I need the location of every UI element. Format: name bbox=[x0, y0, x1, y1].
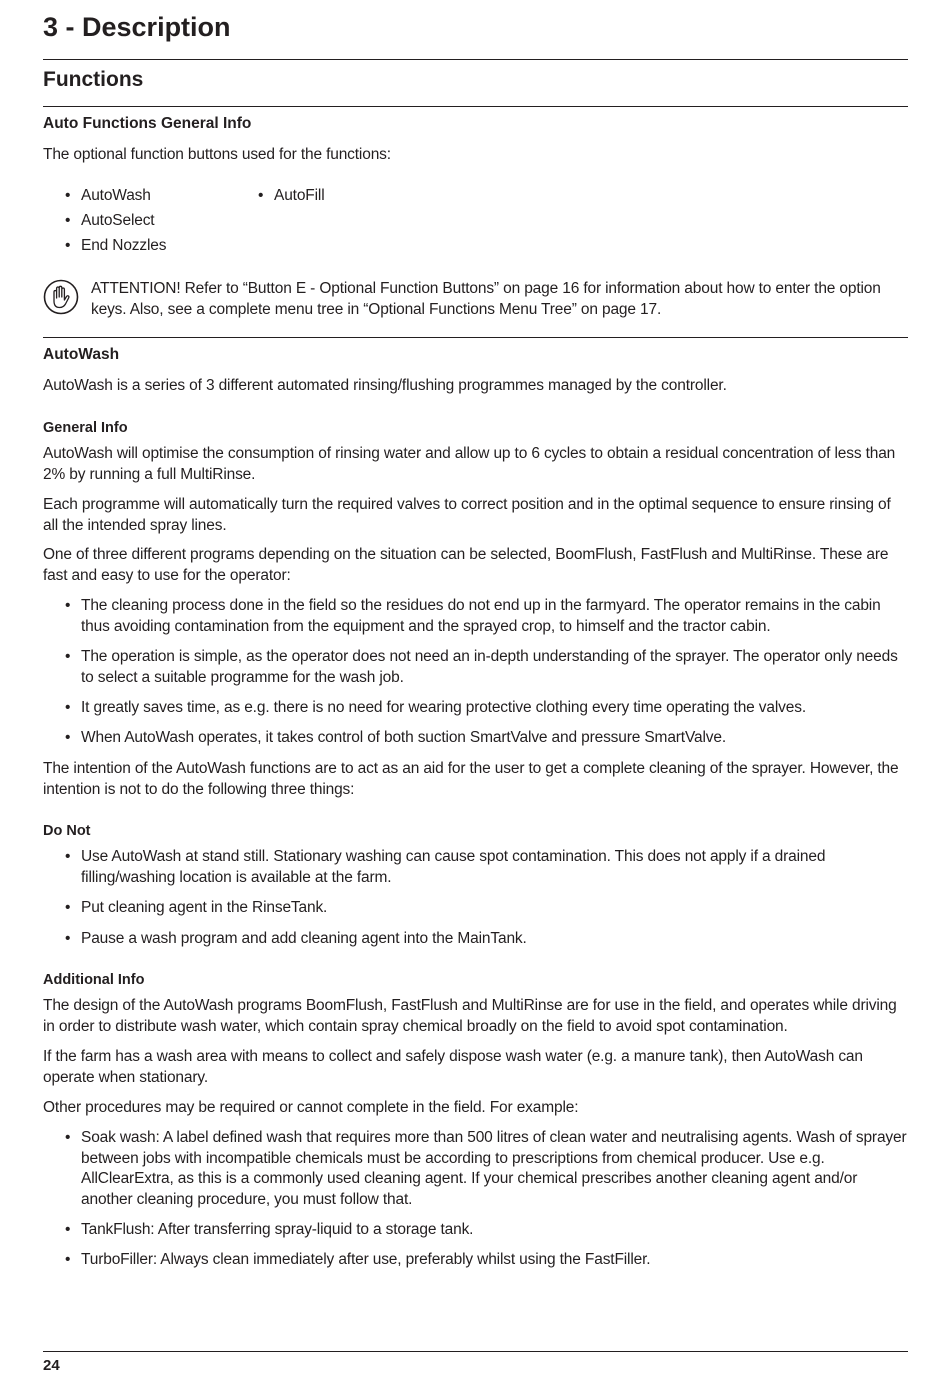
bullet-icon: • bbox=[65, 212, 71, 229]
list-item: • AutoFill bbox=[236, 186, 436, 207]
general-info-heading: General Info bbox=[43, 420, 128, 436]
list-item: • AutoSelect bbox=[43, 211, 243, 232]
paragraph: Each programme will automatically turn the required valves to correct position and in the optimal sequence to ensure rinsing of all the intended spray lines. bbox=[43, 496, 891, 534]
bullet-icon: • bbox=[65, 729, 71, 746]
paragraph: The design of the AutoWash programs BoomFlush, FastFlush and MultiRinse are for use in the field, and operates while driving in order to distribute wash water, which contain spray chemical broadly on the field to avoid spot contamination. bbox=[43, 997, 897, 1035]
bullet-icon: • bbox=[65, 187, 71, 204]
attention-text: ATTENTION! Refer to “Button E - Optional Function Buttons” on page 16 for information about how to enter the option keys. Also, see a complete menu tree in “Optional Functions Menu Tree” on page 17. bbox=[91, 280, 881, 318]
paragraph: AutoWash will optimise the consumption of rinsing water and allow up to 6 cycles to obtain a residual concentration of less than 2% by running a full MultiRinse. bbox=[43, 445, 896, 483]
footer-rule bbox=[43, 1351, 908, 1352]
list-item: • Pause a wash program and add cleaning agent into the MainTank. bbox=[43, 929, 908, 950]
hand-stop-icon bbox=[43, 279, 79, 315]
bullet-icon: • bbox=[258, 187, 264, 204]
bullet-icon: • bbox=[65, 848, 71, 865]
do-not-heading: Do Not bbox=[43, 823, 91, 839]
autowash-heading: AutoWash bbox=[43, 346, 120, 363]
page-number: 24 bbox=[43, 1357, 60, 1374]
list-item: • TankFlush: After transferring spray-liquid to a storage tank. bbox=[43, 1220, 908, 1241]
list-item: • TurboFiller: Always clean immediately after use, preferably whilst using the FastFiller. bbox=[43, 1250, 908, 1271]
bullet-icon: • bbox=[65, 930, 71, 947]
paragraph: One of three different programs depending on the situation can be selected, BoomFlush, FastFlush and MultiRinse. These are fast and easy to use for the operator: bbox=[43, 546, 889, 584]
bullet-icon: • bbox=[65, 1129, 71, 1146]
auto-functions-intro: The optional function buttons used for the functions: bbox=[43, 146, 391, 163]
list-item: • Soak wash: A label defined wash that requires more than 500 litres of clean water and neutralising agents. Wash of sprayer between jobs with incompatible chemicals must be according to prescriptions from chemical producer. Use e.g. AllClearExtra, as this is a commonly used cleaning agent. If your chemical prescribes another cleaning agent and/or another cleaning procedure, you must follow that. bbox=[65, 1129, 907, 1208]
list-item: • Put cleaning agent in the RinseTank. bbox=[43, 898, 908, 919]
section-rule bbox=[43, 106, 908, 107]
list-item: • The cleaning process done in the field so the residues do not end up in the farmyard. The operator remains in the cabin thus avoiding contamination from the equipment and the sprayed crop, to himself and the tractor cabin. bbox=[65, 597, 881, 635]
bullet-icon: • bbox=[65, 1251, 71, 1268]
bullet-icon: • bbox=[65, 1221, 71, 1238]
paragraph: If the farm has a wash area with means to collect and safely dispose wash water (e.g. a manure tank), then AutoWash can operate when stationary. bbox=[43, 1048, 863, 1086]
chapter-title: 3 - Description bbox=[43, 12, 231, 42]
paragraph: Other procedures may be required or cannot complete in the field. For example: bbox=[43, 1099, 579, 1116]
list-item: • It greatly saves time, as e.g. there is no need for wearing protective clothing every time operating the valves. bbox=[43, 698, 908, 719]
attention-rule bbox=[43, 337, 908, 338]
list-item: • End Nozzles bbox=[43, 236, 243, 257]
bullet-icon: • bbox=[65, 648, 71, 665]
auto-functions-heading: Auto Functions General Info bbox=[43, 115, 252, 132]
bullet-icon: • bbox=[65, 237, 71, 254]
bullet-icon: • bbox=[65, 699, 71, 716]
additional-info-heading: Additional Info bbox=[43, 972, 145, 988]
paragraph: The intention of the AutoWash functions are to act as an aid for the user to get a complete cleaning of the sprayer. However, the intention is not to do the following three things: bbox=[43, 760, 899, 798]
chapter-rule bbox=[43, 59, 908, 60]
attention-note bbox=[43, 279, 908, 320]
list-item: • Use AutoWash at stand still. Stationary washing can cause spot contamination. This does not apply if a drained filling/washing location is available at the farm. bbox=[65, 848, 826, 886]
section-title: Functions bbox=[43, 68, 144, 91]
autowash-intro: AutoWash is a series of 3 different automated rinsing/flushing programmes managed by the controller. bbox=[43, 377, 727, 394]
bullet-icon: • bbox=[65, 597, 71, 614]
list-item: • When AutoWash operates, it takes control of both suction SmartValve and pressure SmartValve. bbox=[43, 728, 908, 749]
bullet-icon: • bbox=[65, 899, 71, 916]
list-item: • The operation is simple, as the operator does not need an in-depth understanding of the sprayer. The operator only needs to select a suitable programme for the wash job. bbox=[65, 648, 898, 686]
list-item: • AutoWash bbox=[43, 186, 243, 207]
